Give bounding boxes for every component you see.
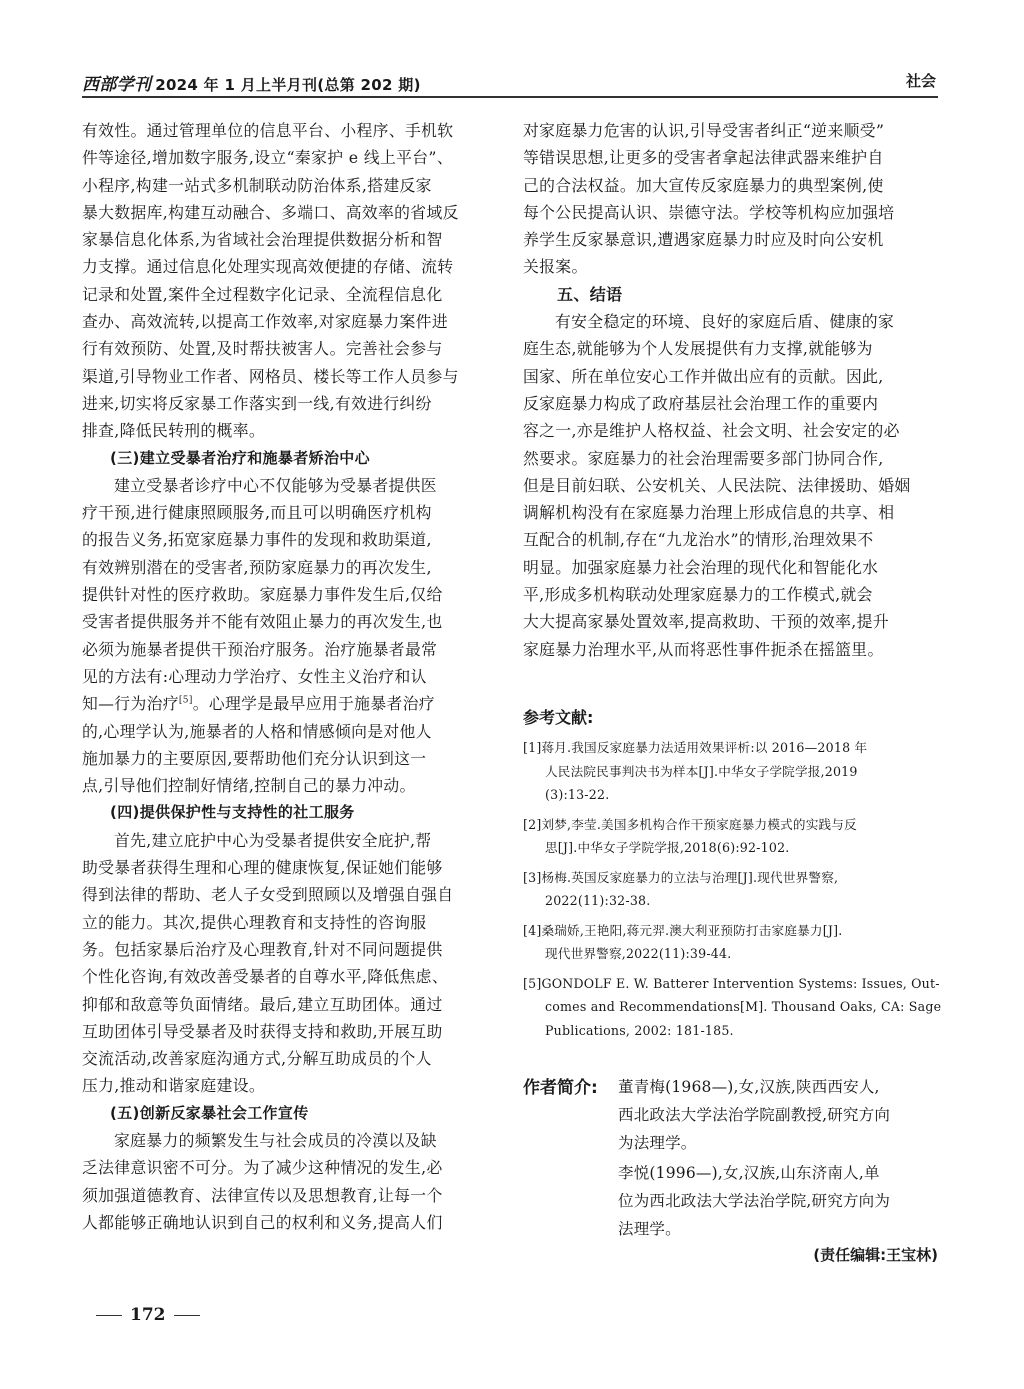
responsible-editor: (责任编辑:王宝林) [813,1246,938,1264]
body-text-line: 抑郁和敌意等负面情绪。最后,建立互助团体。通过 [82,994,443,1014]
body-text-line: 有安全稳定的环境、良好的家庭后盾、健康的家 [555,312,895,332]
body-text-line: 排查,降低民转刑的概率。 [82,421,265,441]
body-text-line: 有效性。通过管理单位的信息平台、小程序、手机软 [82,121,454,140]
reference-line: [2]刘梦,李莹.美国多机构合作干预家庭暴力模式的实践与反 [523,816,857,832]
page-number-rule-right [174,1315,200,1316]
author-bio-label: 作者简介: [523,1078,598,1098]
body-text-line: 容之一,亦是维护人格权益、社会文明、社会安定的必 [523,421,900,441]
body-text-line: 得到法律的帮助、老人子女受到照顾以及增强自强自 [82,885,454,905]
body-text-line: 须加强道德教育、法律宣传以及思想教育,让每一个 [82,1185,443,1205]
reference-line: comes and Recommendations[M]. Thousand Oaks, CA: Sage [545,999,942,1014]
reference-line: 2022(11):32-38. [545,893,651,908]
reference-line: [4]桑瑞娇,王艳阳,蒋元羿.澳大利亚预防打击家庭暴力[J]. [523,922,843,938]
page-number-value: 172 [130,1305,166,1325]
author-bio-line: 为法理学。 [618,1134,697,1152]
body-text-line: 的报告义务,拓宽家庭暴力事件的发现和救助渠道, [82,530,432,550]
body-text-line: 关报案。 [523,257,588,277]
section-label: 社会 [905,72,936,90]
body-text-line: 反家庭暴力构成了政府基层社会治理工作的重要内 [523,393,879,413]
body-text-line: 行有效预防、处置,及时帮扶被害人。完善社会参与 [82,339,443,359]
section-heading: (四)提供保护性与支持性的社工服务 [110,803,355,822]
body-text-line: 交流活动,改善家庭沟通方式,分解互助成员的个人 [82,1049,432,1069]
reference-line: [5]GONDOLF E. W. Batterer Intervention Systems: Issues, Out- [523,975,940,991]
page-number-rule-left [96,1315,122,1316]
body-text-line: 的,心理学认为,施暴者的人格和情感倾向是对他人 [82,721,432,741]
reference-line: 人民法院民事判决书为样本[J].中华女子学院学报,2019 [545,763,858,779]
body-text-line: 对家庭暴力危害的认识,引导受害者纠正“逆来顺受” [523,121,885,140]
body-text-fragment: 。心理学是最早应用于施暴者治疗 [192,694,435,714]
references-list [523,736,942,1042]
body-text-line: 暴大数据库,构建互动融合、多端口、高效率的省域反 [82,202,459,222]
body-text-line: 等错误思想,让更多的受害者拿起法律武器来维护自 [523,148,884,168]
author-bio-line: 李悦(1996—),女,汉族,山东济南人,单 [618,1164,880,1182]
body-text-line: 调解机构没有在家庭暴力治理上形成信息的共享、相 [523,503,895,523]
author-bio-line: 董青梅(1968—),女,汉族,陕西西安人, [618,1078,880,1096]
section-heading: (三)建立受暴者治疗和施暴者矫治中心 [110,448,371,467]
author-bio-line: 位为西北政法大学法治学院,研究方向为 [618,1192,891,1210]
body-text-line: 互配合的机制,存在“九龙治水”的情形,治理效果不 [523,530,874,550]
references-title: 参考文献: [523,708,594,727]
journal-logo: 西部学刊 [82,75,152,95]
reference-line: Publications, 2002: 181-185. [545,1022,734,1038]
body-text-line: 个性化咨询,有效改善受暴者的自尊水平,降低焦虑、 [82,967,448,987]
body-text-line: 务。包括家暴后治疗及心理教育,针对不同问题提供 [82,939,443,959]
left-column [82,117,500,1236]
body-text-line: 立的能力。其次,提供心理教育和支持性的咨询服 [82,912,427,932]
body-text-line: 首先,建立庇护中心为受暴者提供安全庇护,帮 [114,830,432,850]
body-text-line: 但是目前妇联、公安机关、人民法院、法律援助、婚姻 [523,475,911,495]
body-text-line: 互助团体引导受暴者及时获得支持和救助,开展互助 [82,1021,443,1041]
body-text-line: 力支撑。通过信息化处理实现高效便捷的存储、流转 [82,257,454,277]
body-text-line: 己的合法权益。加大宣传反家庭暴力的典型案例,使 [523,175,884,195]
body-text-line: 大大提高家暴处置效率,提高救助、干预的效率,提升 [523,612,889,632]
page-number [88,1305,208,1325]
body-text-line: 提供针对性的医疗救助。家庭暴力事件发生后,仅给 [82,585,443,605]
body-text-line: 人都能够正确地认识到自己的权利和义务,提高人们 [82,1212,443,1232]
body-text-line: 查办、高效流转,以提高工作效率,对家庭暴力案件进 [82,312,448,332]
reference-line: 思[J].中华女子学院学报,2018(6):92-102. [545,840,790,855]
author-bio-text [618,1073,940,1243]
body-text-line: 必须为施暴者提供干预治疗服务。治疗施暴者最常 [82,639,438,659]
body-text-fragment: 知—行为治疗 [82,694,179,714]
body-text-line: 明显。加强家庭暴力社会治理的现代化和智能化水 [523,557,879,577]
body-text-line: 受害者提供服务并不能有效阻止暴力的再次发生,也 [82,612,443,632]
reference-line: (3):13-22. [545,787,610,802]
body-text-line: 小程序,构建一站式多机制联动防治体系,搭建反家 [82,175,432,195]
body-text-line: 养学生反家暴意识,遭遇家庭暴力时应及时向公安机 [523,230,884,250]
body-text-line: 施加暴力的主要原因,要帮助他们充分认识到这一 [82,748,427,768]
journal-issue [82,70,421,95]
running-header [82,62,938,98]
body-text-line: 国家、所在单位安心工作并做出应有的贡献。因此, [523,366,884,386]
body-text-line: 平,形成多机构联动处理家庭暴力的工作模式,就会 [523,585,873,605]
reference-line: [3]杨梅.英国反家庭暴力的立法与治理[J].现代世界警察, [523,869,839,885]
body-text-line: 家庭暴力治理水平,从而将恶性事件扼杀在摇篮里。 [523,639,884,659]
body-text-line: 有效辨别潜在的受害者,预防家庭暴力的再次发生, [82,557,432,577]
body-text-line: 每个公民提高认识、崇德守法。学校等机构应加强培 [523,202,895,222]
body-text-line: 助受暴者获得生理和心理的健康恢复,保证她们能够 [82,858,443,878]
body-text-line: 建立受暴者诊疗中心不仅能够为受暴者提供医 [114,475,437,495]
right-column [523,117,939,663]
body-text-line: 记录和处置,案件全过程数字化记录、全流程信息化 [82,284,443,304]
body-text-line: 压力,推动和谐家庭建设。 [82,1076,265,1096]
author-bio-line: 西北政法大学法治学院副教授,研究方向 [618,1106,891,1124]
body-text-line: 件等途径,增加数字服务,设立“秦家护 e 线上平台”、 [82,148,453,168]
body-text-line: 乏法律意识密不可分。为了减少这种情况的发生,必 [82,1158,443,1178]
body-text-line: 疗干预,进行健康照顾服务,而且可以明确医疗机构 [82,503,432,523]
body-text-line: 庭生态,就能够为个人发展提供有力支撑,就能够为 [523,339,873,359]
body-text-line: 家庭暴力的频繁发生与社会成员的冷漠以及缺 [114,1130,437,1150]
body-text-line: 点,引导他们控制好情绪,控制自己的暴力冲动。 [82,776,416,796]
section-heading: (五)创新反家暴社会工作宣传 [110,1103,309,1122]
citation-marker: [5] [178,695,193,706]
body-text-line: 然要求。家庭暴力的社会治理需要多部门协同合作, [523,448,884,468]
body-text-line: 见的方法有:心理动力学治疗、女性主义治疗和认 [82,666,427,686]
body-text-line: 进来,切实将反家暴工作落实到一线,有效进行纠纷 [82,393,432,413]
issue-label: 2024 年 1 月上半月刊(总第 202 期) [155,76,421,94]
body-text-line: 家暴信息化体系,为省域社会治理提供数据分析和智 [82,230,443,250]
reference-line: 现代世界警察,2022(11):39-44. [545,946,732,961]
section-heading: 五、结语 [557,284,623,304]
author-bio-line: 法理学。 [618,1220,681,1238]
reference-line: [1]蒋月.我国反家庭暴力法适用效果评析:以 2016—2018 年 [523,740,868,755]
body-text-line: 渠道,引导物业工作者、网格员、楼长等工作人员参与 [82,366,459,386]
body-text-line [82,690,500,717]
